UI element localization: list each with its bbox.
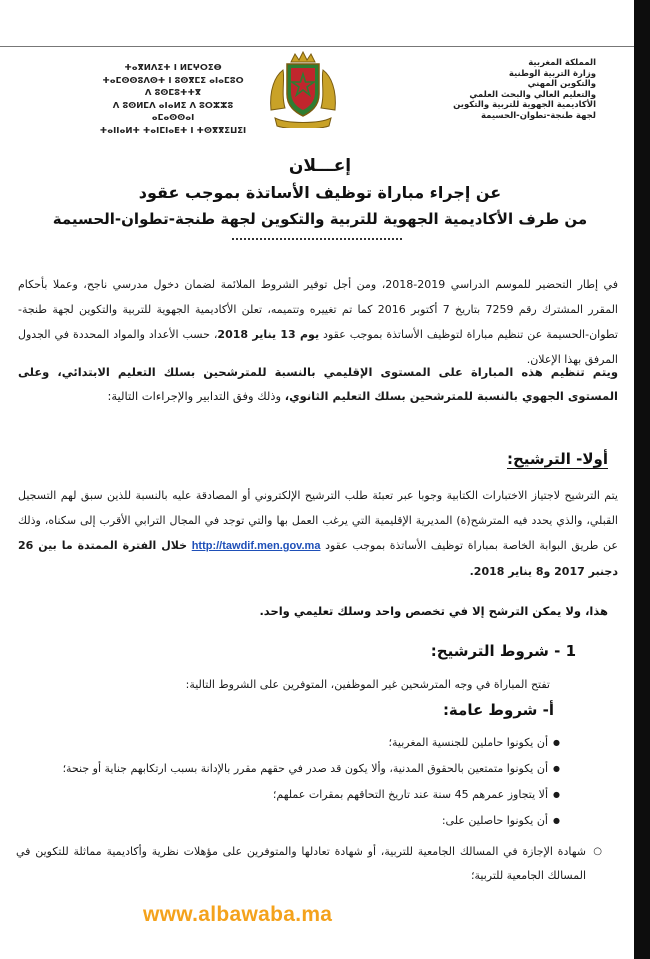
list-item: ● أن يكونوا متمتعين بالحقوق المدنية، وألا يكون قد صدر في حقهم مقرر بالإدانة بسبب ارتكابهم جناية أو جنحة؛ bbox=[20, 760, 560, 786]
organization-normal: وذلك وفق التدابير والإجراءات التالية: bbox=[107, 389, 285, 403]
candidacy-period: خلال الفترة الممتدة ما بين 26 دجنبر 2017 و8 يناير 2018. bbox=[18, 539, 618, 578]
candidacy-paragraph bbox=[18, 483, 618, 584]
header-right-line: والتعليم العالي والبحث العلمي bbox=[469, 89, 596, 100]
candidacy-text: يتم الترشيح لاجتياز الاختبارات الكتابية وجوبا عبر تعبئة طلب الترشيح الإلكتروني أو المصادقة عليه بالنسبة للذين سبق لهم التسجيل القبلي، والذي يحدد فيه المترشح(ة) المديرية الإقليمية التي يرغب العمل بها والتي توجد في المجال الترابي الأقرب إلى سكناه، وذلك عن طريق البوابة الخاصة بمباراة توظيف الأساتذة بموجب عقود bbox=[18, 489, 618, 552]
conditions-heading: 1 - شروط الترشيح: bbox=[430, 642, 576, 660]
site-watermark: www.albawaba.ma bbox=[143, 903, 333, 926]
tawdif-portal-link[interactable]: http://tawdif.men.gov.ma bbox=[191, 540, 321, 552]
coat-of-arms-icon bbox=[267, 50, 339, 128]
intro-text-b: ، حسب الأعداد والمواد المحددة في الجدول المرفق بهذا الإعلان. bbox=[18, 328, 618, 366]
announcement-subtitle-2: من طرف الأكاديمية الجهوية للتربية والتكوين لجهة طنجة-تطوان-الحسيمة bbox=[52, 210, 588, 228]
intro-text-a: في إطار التحضير للموسم الدراسي 2019-2018، ومن أجل توفير الشروط الملائمة لضمان دخول مدرسي ناجح، وعملا بأحكام المقرر المشترك رقم 7259 بتاريخ 7 أكتوبر 2016 كما تم تغييره وتتميمه، تعلن الأكاديمية الجهوية للتربية والتكوين لجهة طنجة-تطوان-الحسيمة عن تنظيم مباراة لتوظيف الأساتذة بموجب عقود bbox=[18, 278, 618, 341]
header-tifinagh bbox=[98, 62, 248, 137]
header-arabic bbox=[446, 58, 596, 121]
organization-bold: ويتم تنظيم هذه المباراة على المستوى الإقليمي بالنسبة للمترشحين بسلك التعليم الابتدائي، وعلى المستوى الجهوي بالنسبة للمترشحين بسلك التعليم الثانوي، bbox=[18, 365, 618, 403]
list-item: ● ألا يتجاوز عمرهم 45 سنة عند تاريخ التحاقهم بمقرات عملهم؛ bbox=[20, 786, 560, 812]
header-left-line: ⵜⴰⵏⵏⴰⵍⵜ ⵜⴰⵏⵎⵏⴰⴹⵜ ⵏ ⵜⵙⴳⴳⵉⵡⵉⵏ bbox=[99, 125, 247, 136]
list-item: ● أن يكونوا حاصلين على: bbox=[20, 812, 560, 838]
header-left-line: ⵜⴰⵎⵙⵙⵓⴷⵙⵜ ⵏ ⵓⵙⴳⵎⵉ ⴰⵏⴰⵎⵓⵔ bbox=[102, 75, 244, 86]
header-left-line: ⴷ ⵓⵙⵎⵓⵜⵜⴳ bbox=[144, 88, 202, 98]
dotted-divider bbox=[232, 238, 402, 240]
header-left-line: ⵜⴰⴳⵍⴷⵉⵜ ⵏ ⵍⵎⵖⵔⵉⴱ bbox=[124, 63, 222, 73]
intro-paragraph bbox=[18, 272, 618, 372]
conditions-intro: تفتح المباراة في وجه المترشحين غير الموظفين، المتوفرين على الشروط التالية: bbox=[185, 678, 550, 691]
header-right-line: الأكاديمية الجهوية للتربية والتكوين bbox=[453, 100, 596, 110]
organization-paragraph bbox=[18, 360, 618, 408]
general-conditions-list bbox=[20, 734, 560, 838]
top-rule bbox=[0, 46, 634, 47]
dark-edge bbox=[634, 0, 650, 959]
header-right-line: المملكة المغربية bbox=[528, 58, 596, 68]
degree-sub-item: ○ شهادة الإجازة في المسالك الجامعية للتربية، أو شهادة تعادلها والمتوفرين على مؤهلات نظرية وأكاديمية مماثلة للتكوين في المسالك الجامعية للتربية؛ bbox=[16, 840, 602, 888]
header-left-line: ⴷ ⵓⵙⵍⵎⴷ ⴰⵏⴰⵍⵉ ⴷ ⵓⵔⵣⵣⵓ ⴰⵎⴰⵙⵙⴰⵏ bbox=[112, 100, 234, 123]
general-conditions-heading: أ- شروط عامة: bbox=[442, 701, 554, 719]
list-item: ● أن يكونوا حاملين للجنسية المغربية؛ bbox=[20, 734, 560, 760]
announcement-subtitle: عن إجراء مباراة توظيف الأساتذة بموجب عقود bbox=[138, 183, 502, 202]
single-specialty-note: هذا، ولا يمكن الترشح إلا في تخصص واحد وسلك تعليمي واحد. bbox=[259, 604, 608, 618]
header-right-line: لجهة طنجة-تطوان-الحسيمة bbox=[480, 110, 596, 121]
exam-date: يوم 13 يناير 2018 bbox=[217, 328, 320, 341]
header-right-line: وزارة التربية الوطنية bbox=[508, 68, 596, 79]
announcement-title: إعـــلان bbox=[288, 156, 352, 176]
section-heading-candidacy: أولا- الترشيح: bbox=[507, 450, 608, 468]
header-right-line: والتكوين المهني bbox=[527, 79, 596, 89]
